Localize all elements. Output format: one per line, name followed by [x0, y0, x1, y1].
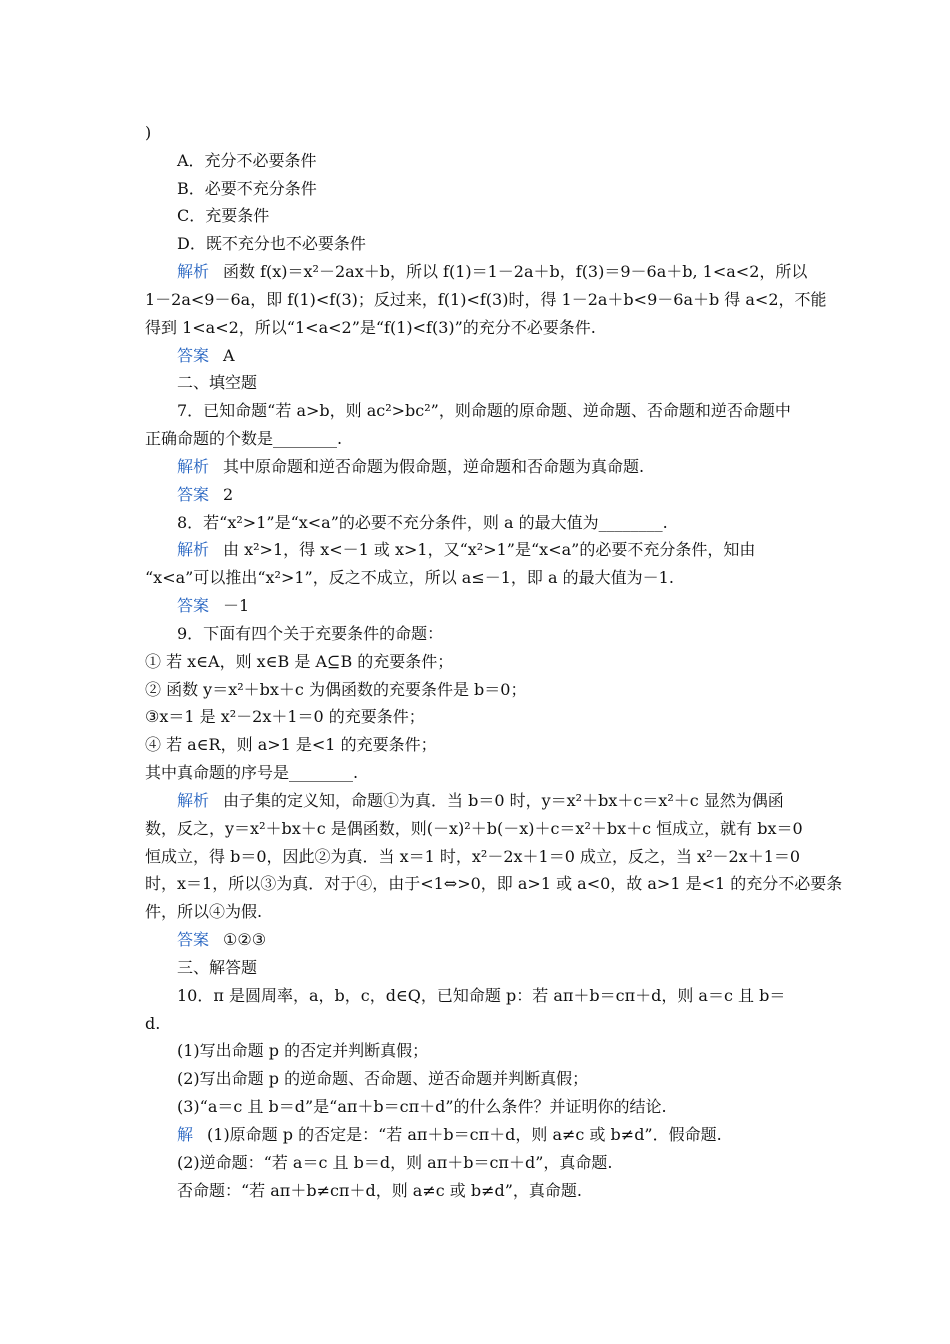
- answer-line: 答案 －1: [177, 596, 250, 615]
- question-line: 8．若“x²>1”是“x<a”的必要不充分条件，则 a 的最大值为________.: [177, 513, 668, 532]
- question-line: 10．π 是圆周率，a，b，c，d∈Q，已知命题 p：若 aπ＋b＝cπ＋d，则 a＝c 且 b＝: [177, 986, 786, 1005]
- answer-line: 答案 2: [177, 485, 234, 504]
- analysis-line: 解析 其中原命题和逆否命题为假命题，逆命题和否命题为真命题.: [177, 457, 645, 476]
- text-line: 数，反之，y＝x²＋bx＋c 是偶函数，则(－x)²＋b(－x)＋c＝x²＋bx＋c 恒成立，就有 bx＝0: [145, 819, 803, 838]
- answer-tag: 答案: [177, 485, 210, 504]
- answer-tag: 答案: [177, 346, 210, 365]
- question-line: 其中真命题的序号是________.: [145, 763, 359, 782]
- proposition-4: ④ 若 a∈R，则 a>1 是<1 的充要条件；: [145, 735, 437, 754]
- solution-line: (2)逆命题：“若 a＝c 且 b＝d，则 aπ＋b＝cπ＋d”，真命题.: [177, 1153, 613, 1172]
- analysis-line: 解析 函数 f(x)＝x²－2ax＋b，所以 f(1)＝1－2a＋b，f(3)＝9－6a＋b, 1<a<2，所以: [177, 262, 808, 281]
- solution-line: 否命题：“若 aπ＋b≠cπ＋d，则 a≠c 或 b≠d”，真命题.: [177, 1181, 583, 1200]
- analysis-line: 解析 由子集的定义知，命题①为真．当 b＝0 时，y＝x²＋bx＋c＝x²＋c 显然为偶函: [177, 791, 784, 810]
- answer-line: 答案 A: [177, 346, 235, 365]
- analysis-tag: 解析: [177, 540, 210, 559]
- text-line: “x<a”可以推出“x²>1”，反之不成立，所以 a≤－1，即 a 的最大值为－1.: [145, 568, 674, 587]
- answer-tag: 答案: [177, 930, 210, 949]
- option-b: B．必要不充分条件: [177, 179, 317, 198]
- option-d: D．既不充分也不必要条件: [177, 234, 366, 253]
- text-line: ): [145, 123, 152, 142]
- text-line: 1－2a<9－6a，即 f(1)<f(3)；反过来，f(1)<f(3)时，得 1－2a＋b<9－6a＋b 得 a<2，不能: [145, 290, 827, 309]
- solution-line: 解 (1)原命题 p 的否定是：“若 aπ＋b＝cπ＋d，则 a≠c 或 b≠d”．假命题.: [177, 1125, 722, 1144]
- text-line: 时，x＝1，所以③为真．对于④，由于<1⇔>0，即 a>1 或 a<0，故 a>1 是<1 的充分不必要条: [145, 874, 843, 893]
- proposition-3: ③x＝1 是 x²－2x＋1＝0 的充要条件；: [145, 707, 425, 726]
- sub-question-2: (2)写出命题 p 的逆命题、否命题、逆否命题并判断真假；: [177, 1069, 589, 1088]
- question-line: d.: [145, 1014, 161, 1033]
- text-line: 件，所以④为假.: [145, 902, 263, 921]
- answer-tag: 答案: [177, 596, 210, 615]
- question-line: 正确命题的个数是________.: [145, 429, 343, 448]
- option-c: C．充要条件: [177, 206, 270, 225]
- analysis-tag: 解析: [177, 262, 210, 281]
- section-heading: 二、填空题: [177, 373, 258, 392]
- sub-question-3: (3)“a＝c 且 b＝d”是“aπ＋b＝cπ＋d”的什么条件？并证明你的结论.: [177, 1097, 667, 1116]
- question-line: 9．下面有四个关于充要条件的命题：: [177, 624, 444, 643]
- analysis-line: 解析 由 x²>1，得 x<－1 或 x>1，又“x²>1”是“x<a”的必要不充分条件，知由: [177, 540, 756, 559]
- section-heading: 三、解答题: [177, 958, 258, 977]
- answer-line: 答案 ①②③: [177, 930, 267, 949]
- solution-tag: 解: [177, 1125, 194, 1144]
- analysis-tag: 解析: [177, 791, 210, 810]
- question-line: 7．已知命题“若 a>b，则 ac²>bc²”，则命题的原命题、逆命题、否命题和逆否命题中: [177, 401, 791, 420]
- text-line: 得到 1<a<2，所以“1<a<2”是“f(1)<f(3)”的充分不必要条件.: [145, 318, 596, 337]
- option-a: A．充分不必要条件: [177, 151, 317, 170]
- sub-question-1: (1)写出命题 p 的否定并判断真假；: [177, 1041, 429, 1060]
- analysis-tag: 解析: [177, 457, 210, 476]
- proposition-1: ① 若 x∈A，则 x∈B 是 A⊆B 的充要条件；: [145, 652, 454, 671]
- proposition-2: ② 函数 y＝x²＋bx＋c 为偶函数的充要条件是 b＝0；: [145, 680, 527, 699]
- text-line: 恒成立，得 b＝0，因此②为真．当 x＝1 时，x²－2x＋1＝0 成立，反之，当 x²－2x＋1＝0: [145, 847, 801, 866]
